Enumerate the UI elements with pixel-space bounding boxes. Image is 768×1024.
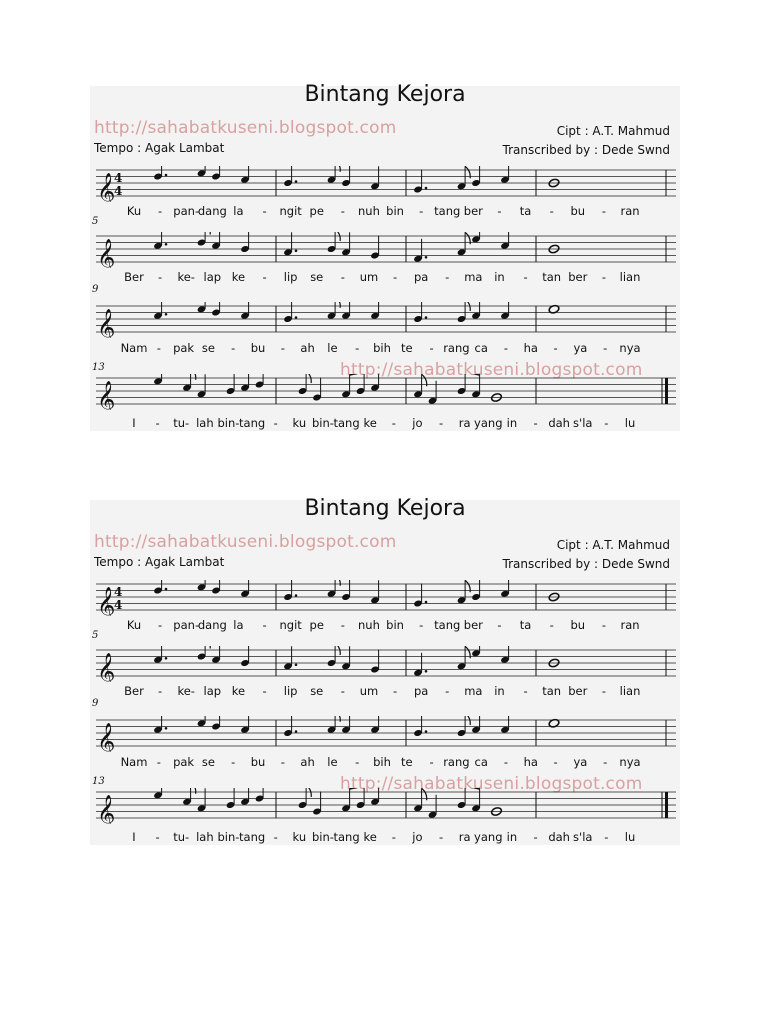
lyric-syllable: lian xyxy=(619,270,641,284)
lyric-syllable: - xyxy=(601,618,606,632)
lyric-syllable: - xyxy=(155,416,160,430)
lyric-syllable: Ber xyxy=(124,684,144,698)
watermark-url: http://sahabatkuseni.blogspot.com xyxy=(94,118,397,138)
lyric-syllable: ca xyxy=(474,341,488,355)
lyric-syllable: se xyxy=(310,270,324,284)
lyric-syllable: nya xyxy=(619,755,641,769)
dot xyxy=(425,670,428,673)
lyric-syllable: ke xyxy=(231,270,246,284)
lyric-syllable: - xyxy=(503,341,509,355)
lyric-syllable: jo xyxy=(412,830,423,844)
tempo-marking: Tempo : Agak Lambat xyxy=(94,141,225,155)
lyric-syllable: - xyxy=(429,341,434,355)
flag xyxy=(335,166,340,172)
dot xyxy=(165,657,168,660)
dot xyxy=(165,313,168,316)
lyric-syllable: bin xyxy=(386,204,404,218)
lyric-syllable: pe xyxy=(309,618,324,632)
flag xyxy=(335,580,340,586)
watermark-url: http://sahabatkuseni.blogspot.com xyxy=(340,360,643,380)
lyric-syllable: ber xyxy=(568,684,588,698)
lyric-syllable: - xyxy=(392,270,398,284)
lyric-syllable: - xyxy=(158,684,163,698)
staff-svg xyxy=(96,302,678,338)
music-staff xyxy=(96,374,678,408)
dot xyxy=(295,730,298,733)
lyric-syllable: ra xyxy=(458,416,471,430)
lyric-syllable: tan xyxy=(542,270,562,284)
lyric-syllable: I xyxy=(132,830,136,844)
treble-clef-icon: 𝄞 xyxy=(97,381,116,410)
dot xyxy=(425,316,428,319)
lyric-syllable: - xyxy=(392,684,398,698)
lyric-syllable: - xyxy=(445,684,450,698)
staff-svg xyxy=(96,716,678,752)
lyric-syllable: - xyxy=(155,830,160,844)
lyric-syllable: - xyxy=(601,684,606,698)
lyric-syllable: ta xyxy=(519,204,532,218)
lyric-syllable: - xyxy=(391,416,396,430)
lyric-syllable: - xyxy=(438,416,444,430)
lyric-syllable: - xyxy=(156,755,161,769)
lyric-syllable: pak xyxy=(173,341,195,355)
dot xyxy=(425,601,428,604)
lyrics-line xyxy=(90,830,680,846)
lyrics-line xyxy=(90,416,680,432)
lyric-syllable: - xyxy=(280,341,285,355)
lyric-syllable: nuh xyxy=(358,618,380,632)
lyric-syllable: - xyxy=(158,204,163,218)
lyric-syllable: - xyxy=(355,341,360,355)
dot xyxy=(165,243,168,246)
final-barline xyxy=(665,792,668,818)
final-barline xyxy=(665,378,668,404)
lyric-syllable: te xyxy=(401,755,413,769)
lyric-syllable: te xyxy=(401,341,413,355)
score-sheet xyxy=(90,82,680,431)
lyric-syllable: ke xyxy=(363,416,377,430)
time-signature-bottom: 4 xyxy=(114,184,123,198)
lyrics-line xyxy=(90,618,680,634)
composer-credit: Cipt : A.T. Mahmud xyxy=(556,124,670,138)
lyric-syllable: tu- xyxy=(173,416,190,430)
flag xyxy=(205,232,210,235)
lyric-syllable: se xyxy=(201,341,215,355)
lyric-syllable: ta xyxy=(519,618,532,632)
measure-number: 9 xyxy=(92,698,99,709)
lyric-syllable: - xyxy=(158,270,163,284)
lyric-syllable: - xyxy=(603,341,608,355)
lyric-syllable: ku xyxy=(292,416,307,430)
lyric-syllable: bu xyxy=(570,618,586,632)
lyric-syllable: - xyxy=(262,684,267,698)
lyric-syllable: rang xyxy=(443,755,470,769)
lyric-syllable: tang xyxy=(434,204,461,218)
lyric-syllable: ran xyxy=(620,618,640,632)
music-staff xyxy=(96,646,678,680)
lyric-syllable: nya xyxy=(619,341,641,355)
lyric-syllable: ran xyxy=(620,204,640,218)
lyric-syllable: Nam xyxy=(120,755,148,769)
lyric-syllable: - xyxy=(231,755,236,769)
lyric-syllable: - xyxy=(604,830,609,844)
treble-clef-icon: 𝄞 xyxy=(97,723,116,752)
lyric-syllable: um xyxy=(359,270,379,284)
lyric-syllable: la xyxy=(233,618,244,632)
flag xyxy=(205,646,210,649)
lyric-syllable: s'la xyxy=(573,830,593,844)
treble-clef-icon: 𝄞 xyxy=(97,239,116,268)
lyric-syllable: ya xyxy=(573,341,588,355)
lyric-syllable: tang xyxy=(333,830,360,844)
lyric-syllable: - xyxy=(553,755,558,769)
lyric-syllable: - xyxy=(549,204,554,218)
lyric-syllable: um xyxy=(359,684,379,698)
dot xyxy=(425,730,428,733)
lyric-syllable: yang xyxy=(474,416,503,430)
lyric-syllable: - xyxy=(156,341,161,355)
lyric-syllable: - xyxy=(262,618,267,632)
measure-number: 13 xyxy=(92,362,105,373)
lyric-syllable: s'la xyxy=(573,416,593,430)
lyric-syllable: bin- xyxy=(311,830,334,844)
measure-number: 13 xyxy=(92,776,105,787)
dot xyxy=(295,594,298,597)
time-signature-top: 4 xyxy=(114,585,123,599)
music-staff xyxy=(96,580,678,614)
lyric-syllable: bih xyxy=(373,341,391,355)
flag xyxy=(306,788,311,797)
dot xyxy=(295,249,298,252)
dot xyxy=(165,588,168,591)
lyric-syllable: - xyxy=(419,204,424,218)
lyric-syllable: - xyxy=(340,618,345,632)
lyric-syllable: pan- xyxy=(173,618,200,632)
lyric-syllable: bu xyxy=(570,204,586,218)
lyric-syllable: pak xyxy=(173,755,195,769)
lyric-syllable: - xyxy=(445,270,450,284)
treble-clef-icon: 𝄞 xyxy=(97,653,116,682)
flag xyxy=(335,302,340,308)
lyric-syllable: - xyxy=(503,755,509,769)
lyric-syllable: ah xyxy=(300,341,315,355)
music-staff xyxy=(96,302,678,336)
lyric-syllable: - xyxy=(280,755,285,769)
lyric-syllable: - xyxy=(273,416,278,430)
lyric-syllable: ngit xyxy=(279,204,302,218)
staff-svg xyxy=(96,788,678,824)
flag xyxy=(306,374,311,383)
lyric-syllable: ber xyxy=(463,618,483,632)
lyric-syllable: in xyxy=(494,684,505,698)
lyric-syllable: - xyxy=(355,755,360,769)
lyric-syllable: - xyxy=(273,830,278,844)
staff-svg xyxy=(96,646,678,682)
lyric-syllable: - xyxy=(231,341,236,355)
flag xyxy=(465,302,470,311)
dot xyxy=(295,316,298,319)
lyric-syllable: Ber xyxy=(124,270,144,284)
lyric-syllable: ber xyxy=(463,204,483,218)
lyric-syllable: ya xyxy=(573,755,588,769)
flag xyxy=(191,788,196,794)
treble-clef-icon: 𝄞 xyxy=(97,309,116,338)
lyric-syllable: bih xyxy=(373,755,391,769)
lyric-syllable: pan- xyxy=(173,204,200,218)
lyric-syllable: tu- xyxy=(173,830,190,844)
dot xyxy=(425,187,428,190)
lyrics-line xyxy=(90,755,680,771)
lyric-syllable: ah xyxy=(300,755,315,769)
lyric-syllable: - xyxy=(523,270,528,284)
lyric-syllable: lip xyxy=(283,270,298,284)
lyric-syllable: bin- xyxy=(217,416,240,430)
flag xyxy=(465,716,470,725)
flag xyxy=(335,646,340,655)
lyric-syllable: yang xyxy=(474,830,503,844)
composer-credit: Cipt : A.T. Mahmud xyxy=(556,538,670,552)
lyric-syllable: dah xyxy=(548,830,570,844)
lyric-syllable: se xyxy=(201,755,215,769)
watermark-url: http://sahabatkuseni.blogspot.com xyxy=(340,774,643,794)
lyric-syllable: se xyxy=(310,684,324,698)
staff-svg xyxy=(96,232,678,268)
transcriber-credit: Transcribed by : Dede Swnd xyxy=(502,557,670,571)
lyric-syllable: - xyxy=(523,684,528,698)
time-signature-bottom: 4 xyxy=(114,598,123,612)
lyric-syllable: - xyxy=(604,416,609,430)
flag xyxy=(335,232,340,241)
lyric-syllable: ku xyxy=(292,830,307,844)
lyrics-line xyxy=(90,341,680,357)
treble-clef-icon: 𝄞 xyxy=(97,173,116,202)
lyric-syllable: - xyxy=(429,755,434,769)
lyric-syllable: - xyxy=(438,830,444,844)
measure-number: 5 xyxy=(92,216,99,227)
lyric-syllable: - xyxy=(601,204,606,218)
lyric-syllable: - xyxy=(549,618,554,632)
lyric-syllable: Ku xyxy=(126,204,142,218)
lyric-syllable: tang xyxy=(239,830,266,844)
music-staff xyxy=(96,166,678,200)
lyric-syllable: ngit xyxy=(279,618,302,632)
lyric-syllable: tang xyxy=(239,416,266,430)
time-signature-top: 4 xyxy=(114,171,123,185)
staff-svg xyxy=(96,580,678,616)
watermark-url: http://sahabatkuseni.blogspot.com xyxy=(94,532,397,552)
dot xyxy=(295,180,298,183)
lyric-syllable: - xyxy=(603,755,608,769)
lyric-syllable: in xyxy=(494,270,505,284)
music-staff xyxy=(96,716,678,750)
lyrics-line xyxy=(90,684,680,700)
lyric-syllable: le xyxy=(327,755,338,769)
lyric-syllable: bu xyxy=(250,755,266,769)
lyric-syllable: ma xyxy=(464,270,483,284)
lyric-syllable: - xyxy=(340,204,345,218)
lyric-syllable: tan xyxy=(542,684,562,698)
lyric-syllable: lip xyxy=(283,684,298,698)
lyric-syllable: lah xyxy=(196,416,214,430)
lyric-syllable: lah xyxy=(196,830,214,844)
dot xyxy=(165,174,168,177)
lyric-syllable: rang xyxy=(443,341,470,355)
lyric-syllable: bin xyxy=(386,618,404,632)
lyric-syllable: - xyxy=(262,270,267,284)
lyric-syllable: lap xyxy=(203,270,222,284)
transcriber-credit: Transcribed by : Dede Swnd xyxy=(502,143,670,157)
lyric-syllable: - xyxy=(340,270,345,284)
lyric-syllable: - xyxy=(533,830,538,844)
lyric-syllable: jo xyxy=(412,416,423,430)
lyric-syllable: la xyxy=(233,204,244,218)
lyric-syllable: ca xyxy=(474,755,488,769)
score-sheet xyxy=(90,496,680,845)
lyric-syllable: ha xyxy=(523,341,538,355)
lyric-syllable: bin- xyxy=(217,830,240,844)
tempo-marking: Tempo : Agak Lambat xyxy=(94,555,225,569)
song-title: Bintang Kejora xyxy=(304,82,466,107)
lyric-syllable: le xyxy=(327,341,338,355)
lyric-syllable: - xyxy=(497,204,502,218)
lyric-syllable: pe xyxy=(309,204,324,218)
lyric-syllable: - xyxy=(262,204,267,218)
lyric-syllable: tang xyxy=(434,618,461,632)
lyric-syllable: Nam xyxy=(120,341,148,355)
staff-svg xyxy=(96,166,678,202)
lyric-syllable: bin- xyxy=(311,416,334,430)
music-staff xyxy=(96,232,678,266)
lyric-syllable: dah xyxy=(548,416,570,430)
lyric-syllable: nuh xyxy=(358,204,380,218)
lyric-syllable: - xyxy=(340,684,345,698)
treble-clef-icon: 𝄞 xyxy=(97,795,116,824)
lyric-syllable: - xyxy=(601,270,606,284)
lyric-syllable: ke- xyxy=(177,270,195,284)
song-title: Bintang Kejora xyxy=(304,496,466,521)
music-staff xyxy=(96,788,678,822)
lyric-syllable: in xyxy=(506,830,518,844)
measure-number: 5 xyxy=(92,630,99,641)
lyric-syllable: ma xyxy=(464,684,483,698)
lyric-syllable: ber xyxy=(568,270,588,284)
lyric-syllable: - xyxy=(158,618,163,632)
lyric-syllable: lu xyxy=(624,416,636,430)
lyric-syllable: bu xyxy=(250,341,266,355)
lyric-syllable: tang xyxy=(333,416,360,430)
lyric-syllable: ke xyxy=(363,830,377,844)
lyric-syllable: - xyxy=(391,830,396,844)
lyric-syllable: lian xyxy=(619,684,641,698)
lyric-syllable: ke- xyxy=(177,684,195,698)
flag xyxy=(335,716,340,722)
lyric-syllable: pa xyxy=(413,684,429,698)
staff-svg xyxy=(96,374,678,410)
dot xyxy=(425,256,428,259)
lyric-syllable: lap xyxy=(203,684,222,698)
lyric-syllable: pa xyxy=(413,270,429,284)
lyric-syllable: dang xyxy=(197,618,227,632)
lyric-syllable: - xyxy=(419,618,424,632)
lyric-syllable: ha xyxy=(523,755,538,769)
lyric-syllable: ra xyxy=(458,830,471,844)
lyric-syllable: - xyxy=(533,416,538,430)
lyric-syllable: dang xyxy=(197,204,227,218)
lyric-syllable: lu xyxy=(624,830,636,844)
lyric-syllable: ke xyxy=(231,684,246,698)
lyrics-line xyxy=(90,270,680,286)
dot xyxy=(295,663,298,666)
lyric-syllable: I xyxy=(132,416,136,430)
dot xyxy=(165,727,168,730)
lyrics-line xyxy=(90,204,680,220)
treble-clef-icon: 𝄞 xyxy=(97,587,116,616)
flag xyxy=(191,374,196,380)
measure-number: 9 xyxy=(92,284,99,295)
lyric-syllable: in xyxy=(506,416,518,430)
lyric-syllable: - xyxy=(553,341,558,355)
lyric-syllable: Ku xyxy=(126,618,142,632)
lyric-syllable: - xyxy=(497,618,502,632)
